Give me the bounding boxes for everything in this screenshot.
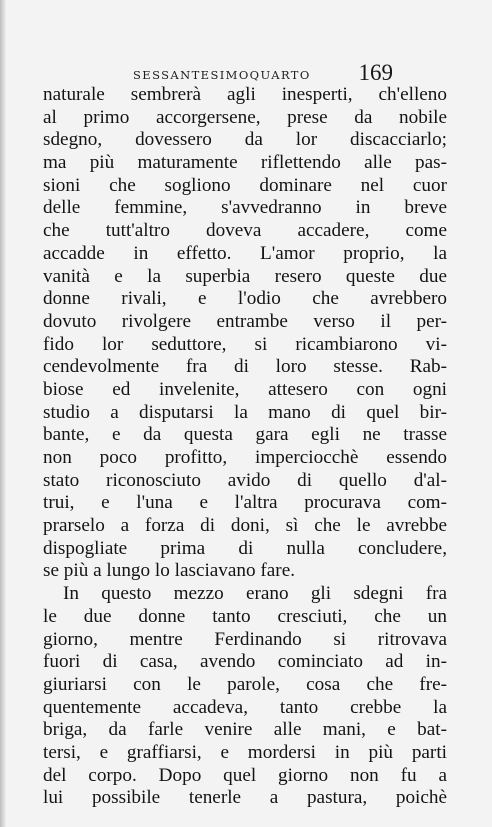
text-line: fuori di casa, avendo cominciato ad in- [43,651,447,673]
paragraph-first-line: In questo mezzo erano gli sdegni fra [63,583,447,605]
page-header [133,60,393,84]
text-line: vanità e la superbia resero queste due [43,265,447,287]
text-line: giuriarsi con le parole, cosa che fre- [43,673,447,695]
text-line: sdegno, dovessero da lor discacciarlo; [43,129,447,151]
text-line: del corpo. Dopo quel giorno non fu a [43,764,447,786]
text-line: sioni che sogliono dominare nel cuor [43,174,447,196]
text-line: dovuto rivolgere entrambe verso il per- [43,310,447,332]
text-line: al primo accorgersene, prese da nobile [43,106,447,128]
text-line: giorno, mentre Ferdinando si ritrovava [43,628,447,650]
text-line: bante, e da questa gara egli ne trasse [43,424,447,446]
text-line: briga, da farle venire alle mani, e bat- [43,719,447,741]
text-line: accadde in effetto. L'amor proprio, la [43,242,447,264]
text-line: quentemente accadeva, tanto crebbe la [43,696,447,718]
text-line: studio a disputarsi la mano di quel bir- [43,401,447,423]
text-line: stato riconosciuto avido di quello d'al- [43,469,447,491]
text-line: le due donne tanto cresciuti, che un [43,605,447,627]
page-gutter-shadow [0,0,6,827]
text-line: biose ed invelenite, attesero con ogni [43,378,447,400]
text-line: ma più maturamente riflettendo alle pas- [43,152,447,174]
text-line: non poco profitto, imperciocchè essendo [43,447,447,468]
text-line: prarselo a forza di doni, sì che le avrebbe [43,515,447,537]
page-number: 169 [358,60,393,85]
body-text [43,84,447,810]
text-line: cendevolmente fra di loro stesse. Rab- [43,356,447,378]
text-line: dispogliate prima di nulla concludere, [43,537,447,559]
text-line: lui possibile tenerle a pastura, poichè [43,787,447,809]
running-head: SESSANTESIMOQUARTO [133,68,311,82]
text-line: donne rivali, e l'odio che avrebbero [43,288,447,310]
text-line: che tutt'altro doveva accadere, come [43,220,447,242]
text-line: delle femmine, s'avvedranno in breve [43,197,447,219]
text-line: fido lor seduttore, si ricambiarono vi- [43,333,447,355]
paragraph-last-line: se più a lungo lo lasciavano fare. [43,560,296,582]
text-line: naturale sembrerà agli inesperti, ch'elleno [43,84,447,105]
text-line: tersi, e graffiarsi, e mordersi in più parti [43,741,447,763]
text-line: trui, e l'una e l'altra procurava com- [43,492,447,514]
